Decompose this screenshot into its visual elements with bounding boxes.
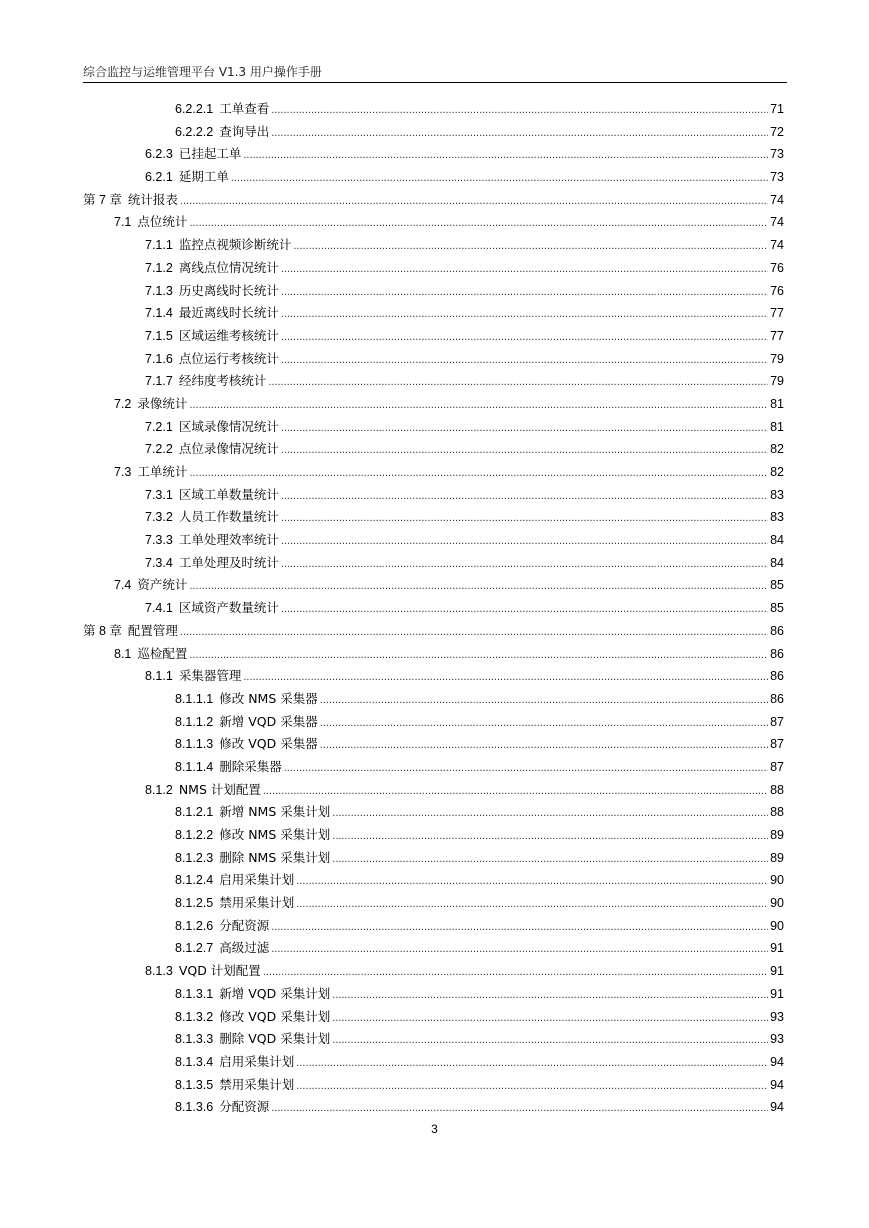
toc-entry-page: 90 — [770, 873, 784, 888]
toc-leader-dots — [263, 961, 768, 984]
toc-entry[interactable] — [83, 574, 784, 597]
toc-entry[interactable] — [83, 620, 784, 643]
toc-entry[interactable] — [83, 370, 784, 393]
toc-entry-page: 89 — [770, 850, 784, 865]
toc-entry-title: 资产统计 — [137, 577, 188, 593]
toc-entry[interactable] — [83, 983, 784, 1006]
toc-leader-dots — [271, 916, 768, 939]
toc-leader-dots — [281, 598, 768, 621]
toc-leader-dots — [263, 780, 768, 803]
toc-leader-dots — [271, 99, 768, 122]
toc-entry-title: 区域资产数量统计 — [178, 600, 279, 616]
toc-entry-page: 86 — [770, 646, 784, 661]
toc-leader-dots — [281, 258, 768, 281]
toc-entry[interactable] — [83, 393, 784, 416]
toc-entry-page: 73 — [770, 170, 784, 185]
toc-entry-page: 84 — [770, 533, 784, 548]
toc-entry-title: 统计报表 — [127, 191, 178, 207]
toc-leader-dots — [271, 1097, 768, 1120]
toc-entry-number: 7.3.4 — [145, 555, 173, 570]
toc-entry-title: 巡检配置 — [137, 645, 188, 661]
toc-entry-number: 7.2 — [114, 396, 132, 411]
toc-leader-dots — [332, 802, 768, 825]
toc-entry-number: 7.3.3 — [145, 533, 173, 548]
toc-leader-dots — [281, 530, 768, 553]
toc-entry-number: 8.1.2.2 — [175, 828, 214, 842]
toc-entry[interactable] — [83, 1096, 784, 1119]
toc-entry-title: 分配资源 — [219, 1099, 270, 1115]
toc-leader-dots — [180, 190, 768, 213]
toc-entry-page: 85 — [770, 578, 784, 593]
toc-entry-number: 6.2.2.2 — [175, 124, 214, 139]
toc-entry-number: 7.2.2 — [145, 442, 173, 457]
toc-leader-dots — [332, 984, 768, 1007]
toc-entry-title: 删除 NMS 采集计划 — [219, 849, 331, 865]
toc-entry[interactable] — [83, 189, 784, 212]
toc-entry-page: 86 — [770, 623, 784, 638]
toc-entry-page: 86 — [770, 691, 784, 706]
toc-entry[interactable] — [83, 211, 784, 234]
toc-entry-title: 修改 NMS 采集计划 — [219, 827, 331, 842]
toc-entry-number: 8.1.1 — [145, 669, 173, 684]
toc-entry-page: 73 — [770, 147, 784, 162]
toc-leader-dots — [189, 462, 768, 485]
toc-entry[interactable] — [83, 915, 784, 938]
toc-entry-page: 71 — [770, 102, 784, 116]
toc-entry[interactable] — [83, 824, 784, 847]
toc-entry-number: 8.1.3.2 — [175, 1009, 214, 1024]
toc-entry-page: 81 — [770, 419, 784, 434]
toc-entry-number: 8.1.2 — [145, 782, 173, 797]
toc-leader-dots — [320, 689, 768, 712]
toc-entry-page: 74 — [770, 215, 784, 230]
toc-entry-title: 禁用采集计划 — [219, 1076, 295, 1092]
toc-entry-title: 采集器管理 — [178, 668, 242, 684]
toc-entry-title: 区域工单数量统计 — [178, 486, 279, 502]
toc-entry-page: 94 — [770, 1077, 784, 1092]
toc-entry[interactable] — [83, 552, 784, 575]
page-number: 3 — [431, 1122, 438, 1136]
toc-entry[interactable] — [83, 1074, 784, 1097]
toc-leader-dots — [271, 122, 768, 145]
toc-entry-page: 89 — [770, 828, 784, 842]
toc-entry-number: 7.1 — [114, 215, 132, 230]
toc-entry-title: 工单查看 — [219, 101, 270, 116]
toc-entry[interactable] — [83, 665, 784, 688]
toc-entry[interactable] — [83, 325, 784, 348]
toc-leader-dots — [231, 167, 768, 190]
toc-entry[interactable] — [83, 892, 784, 915]
toc-entry-page: 91 — [770, 941, 784, 956]
toc-leader-dots — [271, 938, 768, 961]
toc-entry-number: 6.2.1 — [145, 170, 173, 185]
toc-leader-dots — [296, 1075, 768, 1098]
toc-leader-dots — [320, 734, 768, 757]
toc-entry-number: 8.1.1.3 — [175, 737, 214, 752]
toc-entry[interactable] — [83, 869, 784, 892]
toc-leader-dots — [189, 212, 768, 235]
toc-entry[interactable] — [83, 711, 784, 734]
toc-entry-title: 已挂起工单 — [178, 146, 242, 162]
toc-entry[interactable] — [83, 937, 784, 960]
toc-entry-page: 74 — [770, 238, 784, 253]
toc-entry-title: 点位运行考核统计 — [178, 350, 279, 366]
toc-entry-page: 87 — [770, 737, 784, 752]
toc-leader-dots — [281, 553, 768, 576]
toc-entry[interactable] — [83, 416, 784, 439]
document-title: 综合监控与运维管理平台 V1.3 用户操作手册 — [83, 65, 322, 79]
toc-entry[interactable] — [83, 121, 784, 144]
toc-entry-number: 8.1.2.3 — [175, 850, 214, 865]
toc-entry-title: 工单统计 — [137, 464, 188, 479]
toc-entry-title: 新增 NMS 采集计划 — [219, 804, 331, 820]
toc-entry-page: 93 — [770, 1032, 784, 1047]
toc-entry-number: 7.1.6 — [145, 351, 173, 366]
toc-entry-number: 8.1.2.7 — [175, 941, 214, 956]
toc-entry-title: 点位统计 — [137, 214, 188, 230]
toc-entry-title: 人员工作数量统计 — [178, 509, 279, 525]
toc-entry-number: 7.3.1 — [145, 487, 173, 502]
toc-entry-number: 8.1.3.1 — [175, 986, 214, 1001]
toc-entry-page: 82 — [770, 442, 784, 457]
toc-entry-page: 79 — [770, 351, 784, 366]
toc-entry[interactable] — [83, 756, 784, 779]
toc-entry-number: 8.1 — [114, 646, 132, 661]
toc-entry-title: 禁用采集计划 — [219, 895, 295, 911]
toc-entry-number: 8.1.1.2 — [175, 714, 214, 729]
toc-entry-title: 监控点视频诊断统计 — [178, 237, 292, 253]
toc-entry-number: 7.3 — [114, 465, 132, 479]
toc-entry-number: 8.1.3.3 — [175, 1032, 214, 1047]
toc-entry-title: 配置管理 — [127, 622, 178, 638]
toc-entry[interactable] — [83, 1028, 784, 1051]
toc-entry-page: 94 — [770, 1100, 784, 1115]
toc-entry-page: 81 — [770, 396, 784, 411]
toc-entry[interactable] — [83, 143, 784, 166]
toc-entry-page: 74 — [770, 192, 784, 207]
toc-entry-title: 区域运维考核统计 — [178, 327, 279, 343]
toc-entry-number: 8.1.2.6 — [175, 918, 214, 933]
toc-entry-number: 6.2.3 — [145, 147, 173, 162]
toc-entry-page: 76 — [770, 260, 784, 275]
toc-entry[interactable] — [83, 1051, 784, 1074]
toc-entry[interactable] — [83, 166, 784, 189]
toc-entry-title: 历史离线时长统计 — [178, 282, 279, 298]
toc-entry[interactable] — [83, 98, 784, 121]
toc-entry-page: 76 — [770, 283, 784, 298]
toc-leader-dots — [284, 757, 768, 780]
toc-entry-title: 查询导出 — [219, 123, 270, 139]
toc-leader-dots — [281, 485, 768, 508]
toc-leader-dots — [281, 281, 768, 304]
toc-leader-dots — [281, 303, 768, 326]
toc-entry-title: 工单处理效率统计 — [178, 532, 279, 548]
toc-entry-title: 删除采集器 — [219, 758, 282, 774]
toc-leader-dots — [243, 666, 768, 689]
toc-entry-title: 延期工单 — [178, 169, 229, 185]
toc-entry-title: 分配资源 — [219, 917, 270, 933]
toc-entry-page: 94 — [770, 1054, 784, 1069]
toc-entry[interactable] — [83, 847, 784, 870]
toc-entry-number: 7.1.3 — [145, 283, 173, 298]
toc-entry-page: 83 — [770, 487, 784, 502]
toc-leader-dots — [293, 235, 768, 258]
toc-entry[interactable] — [83, 960, 784, 983]
toc-entry[interactable] — [83, 348, 784, 371]
toc-entry-number: 7.1.7 — [145, 374, 173, 389]
toc-entry-page: 72 — [770, 124, 784, 139]
toc-entry-page: 85 — [770, 601, 784, 616]
toc-entry[interactable] — [83, 643, 784, 666]
toc-entry-title: 工单处理及时统计 — [178, 554, 279, 570]
toc-entry[interactable] — [83, 529, 784, 552]
toc-entry-title: 区域录像情况统计 — [178, 418, 279, 434]
toc-entry-page: 91 — [770, 964, 784, 979]
toc-entry-title: 新增 VQD 采集器 — [219, 713, 318, 729]
toc-entry-page: 82 — [770, 465, 784, 479]
toc-entry[interactable] — [83, 234, 784, 257]
toc-leader-dots — [180, 621, 768, 644]
toc-entry-title: 启用采集计划 — [219, 872, 295, 888]
toc-entry-title: 新增 VQD 采集计划 — [219, 985, 331, 1001]
toc-entry-number: 8.1.3.6 — [175, 1100, 214, 1115]
toc-leader-dots — [243, 144, 768, 167]
toc-entry-title: 修改 VQD 采集计划 — [219, 1008, 331, 1024]
toc-entry[interactable] — [83, 438, 784, 461]
toc-entry[interactable] — [83, 461, 784, 484]
toc-entry-number: 7.4.1 — [145, 601, 173, 616]
toc-entry[interactable] — [83, 484, 784, 507]
toc-entry-number: 8.1.3.5 — [175, 1077, 214, 1092]
toc-entry[interactable] — [83, 280, 784, 303]
toc-entry-page: 88 — [770, 782, 784, 797]
toc-entry[interactable] — [83, 801, 784, 824]
toc-leader-dots — [281, 417, 768, 440]
toc-entry-number: 8.1.2.5 — [175, 896, 214, 911]
table-of-contents — [83, 98, 784, 1119]
toc-entry[interactable] — [83, 779, 784, 802]
toc-entry-title: 修改 NMS 采集器 — [219, 690, 318, 706]
toc-entry-number: 8.1.2.4 — [175, 873, 214, 888]
toc-entry-title: 高级过滤 — [219, 940, 270, 956]
toc-leader-dots — [296, 893, 768, 916]
toc-leader-dots — [296, 870, 768, 893]
toc-entry-number: 8.1.3 — [145, 964, 173, 979]
toc-leader-dots — [332, 1029, 768, 1052]
toc-entry-number: 8.1.2.1 — [175, 805, 214, 820]
toc-entry-title: NMS 计划配置 — [178, 781, 261, 797]
toc-entry-title: VQD 计划配置 — [178, 963, 261, 979]
toc-leader-dots — [189, 575, 768, 598]
toc-entry-page: 91 — [770, 986, 784, 1001]
toc-entry-number: 7.3.2 — [145, 510, 173, 525]
toc-entry-page: 77 — [770, 328, 784, 343]
toc-entry-number: 7.2.1 — [145, 419, 173, 434]
toc-entry[interactable] — [83, 506, 784, 529]
toc-entry-number: 6.2.2.1 — [175, 102, 214, 116]
toc-entry[interactable] — [83, 733, 784, 756]
toc-entry[interactable] — [83, 597, 784, 620]
toc-leader-dots — [189, 394, 768, 417]
toc-entry-page: 93 — [770, 1009, 784, 1024]
toc-leader-dots — [332, 825, 768, 848]
toc-entry-title: 启用采集计划 — [219, 1053, 295, 1069]
toc-entry-number: 8.1.1.4 — [175, 759, 214, 774]
toc-entry[interactable] — [83, 302, 784, 325]
toc-leader-dots — [268, 371, 768, 394]
toc-entry-number: 7.4 — [114, 578, 132, 593]
toc-entry-page: 90 — [770, 918, 784, 933]
toc-entry-title: 经纬度考核统计 — [178, 373, 267, 389]
toc-leader-dots — [281, 439, 768, 462]
toc-entry-page: 77 — [770, 306, 784, 321]
toc-entry-number: 7.1.2 — [145, 260, 173, 275]
toc-leader-dots — [189, 644, 768, 667]
toc-leader-dots — [332, 1007, 768, 1030]
toc-entry-number: 8.1.3.4 — [175, 1054, 214, 1069]
toc-entry-number: 7.1.1 — [145, 238, 173, 253]
toc-entry-number: 第 8 章 — [83, 623, 122, 638]
toc-leader-dots — [281, 349, 768, 372]
toc-entry-number: 7.1.4 — [145, 306, 173, 321]
toc-entry-page: 87 — [770, 714, 784, 729]
toc-entry-number: 8.1.1.1 — [175, 691, 214, 706]
toc-entry-page: 79 — [770, 374, 784, 389]
toc-entry[interactable] — [83, 688, 784, 711]
toc-entry[interactable] — [83, 257, 784, 280]
toc-entry-title: 修改 VQD 采集器 — [219, 736, 318, 752]
toc-entry-page: 87 — [770, 759, 784, 774]
toc-entry-title: 最近离线时长统计 — [178, 305, 279, 321]
toc-entry-title: 录像统计 — [137, 395, 188, 411]
toc-entry-number: 第 7 章 — [83, 192, 122, 207]
toc-entry-page: 88 — [770, 805, 784, 820]
toc-leader-dots — [332, 848, 768, 871]
toc-entry-page: 83 — [770, 510, 784, 525]
toc-entry[interactable] — [83, 1006, 784, 1029]
toc-entry-page: 84 — [770, 555, 784, 570]
toc-entry-title: 离线点位情况统计 — [178, 259, 279, 275]
toc-leader-dots — [296, 1052, 768, 1075]
page-header — [83, 63, 787, 83]
toc-entry-title: 删除 VQD 采集计划 — [219, 1031, 331, 1047]
toc-entry-title: 点位录像情况统计 — [178, 441, 279, 457]
toc-entry-number: 7.1.5 — [145, 328, 173, 343]
toc-leader-dots — [281, 326, 768, 349]
toc-entry-page: 86 — [770, 669, 784, 684]
toc-leader-dots — [320, 712, 768, 735]
toc-entry-page: 90 — [770, 896, 784, 911]
toc-leader-dots — [281, 507, 768, 530]
